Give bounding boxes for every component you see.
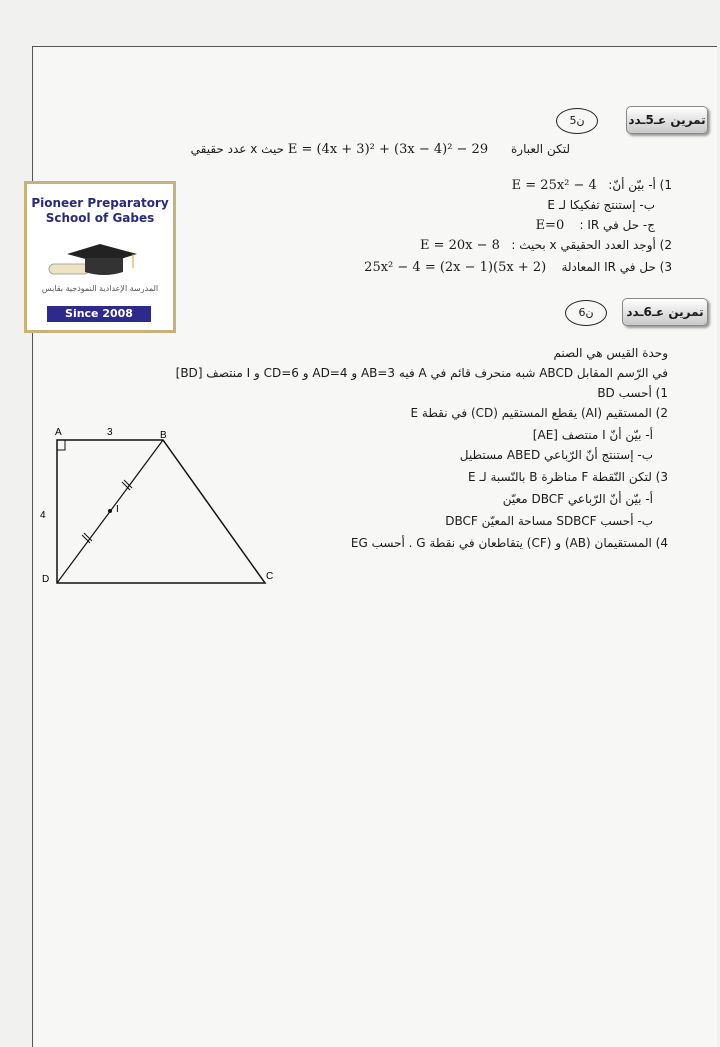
logo-line2: School of Gabes [45,211,155,225]
ex5-q3 [364,260,672,275]
exercise6-header: تمرين عـ6ـدد [622,298,708,326]
ex5-q1c [536,218,655,233]
ex6-line: 2) المستقيم (AI) يقطع المستقيم (CD) في نقطة E [410,406,668,420]
ex5-intro [191,142,570,157]
label-c: C [266,571,274,582]
graduation-cap-icon [27,236,173,286]
logo-line1: Pioneer Preparatory [31,196,169,210]
tick-mark [82,535,90,543]
logo-arabic: المدرسة الإعدادية النموذجية بقابس [41,284,159,293]
trapezoid-abcd [57,440,265,583]
label-d: D [42,574,50,585]
school-logo [24,181,176,333]
ex5-q2 [420,238,672,253]
right-angle-mark [57,440,65,450]
ex6-line: ب- أحسب SDBCF مساحة المعيّن DBCF [445,514,653,528]
text: ج- حل في IR : [579,218,655,232]
ex5-q1a [512,178,672,193]
ex6-line: أ- بيّن أنّ الرّباعي DBCF معيّن [502,492,653,506]
point-i [108,509,112,513]
trapezoid-figure [30,420,290,600]
label-ad-length: 4 [40,510,46,521]
ex6-line: 4) المستقيمان (AB) و (CF) يتقاطعان في نقطة G . أحسب EG [350,536,668,550]
ex6-line: في الرّسم المقابل ABCD شبه منحرف قائم في A فيه AB=3 و AD=4 و CD=6 و I منتصف [BD] [175,366,668,380]
ex6-line: وحدة القيس هي الصنم [553,346,668,360]
ex5-q1b: ب- إستنتج تفكيكا لـ E [547,198,655,212]
text: لتكن العبارة [511,142,570,156]
exercise5-header: تمرين عـ5ـدد [626,106,708,134]
text: حيث x عدد حقيقي [190,142,284,156]
text: 1) أ- بيّن أنّ: [608,178,672,192]
exercise6-points: 6ن [565,300,607,326]
label-ab-length: 3 [107,427,113,438]
label-b: B [160,430,167,441]
ex6-line: ب- إستنتج أنّ الرّباعي ABED مستطيل [459,448,653,462]
label-i: I [116,504,119,515]
ex6-line: 3) لتكن النّقطة F مناظرة B بالنّسبة لـ E [468,470,668,484]
logo-since: Since 2008 [47,306,151,322]
text: 3) حل في IR المعادلة [561,260,672,274]
math: E = 20x − 8 [419,238,500,253]
label-a: A [55,427,62,438]
ex6-line: 1) أحسب BD [597,386,668,400]
math: E = 25x² − 4 [511,178,597,193]
math: E = (4x + 3)² + (3x − 4)² − 29 [287,142,489,157]
text: 2) أوجد العدد الحقيقي x بحيث : [511,238,672,252]
ex6-line: أ- بيّن أنّ I منتصف [AE] [532,428,653,442]
exercise5-points: 5ن [556,108,598,134]
math: E=0 [535,218,565,233]
math: 25x² − 4 = (2x − 1)(5x + 2) [364,260,547,275]
